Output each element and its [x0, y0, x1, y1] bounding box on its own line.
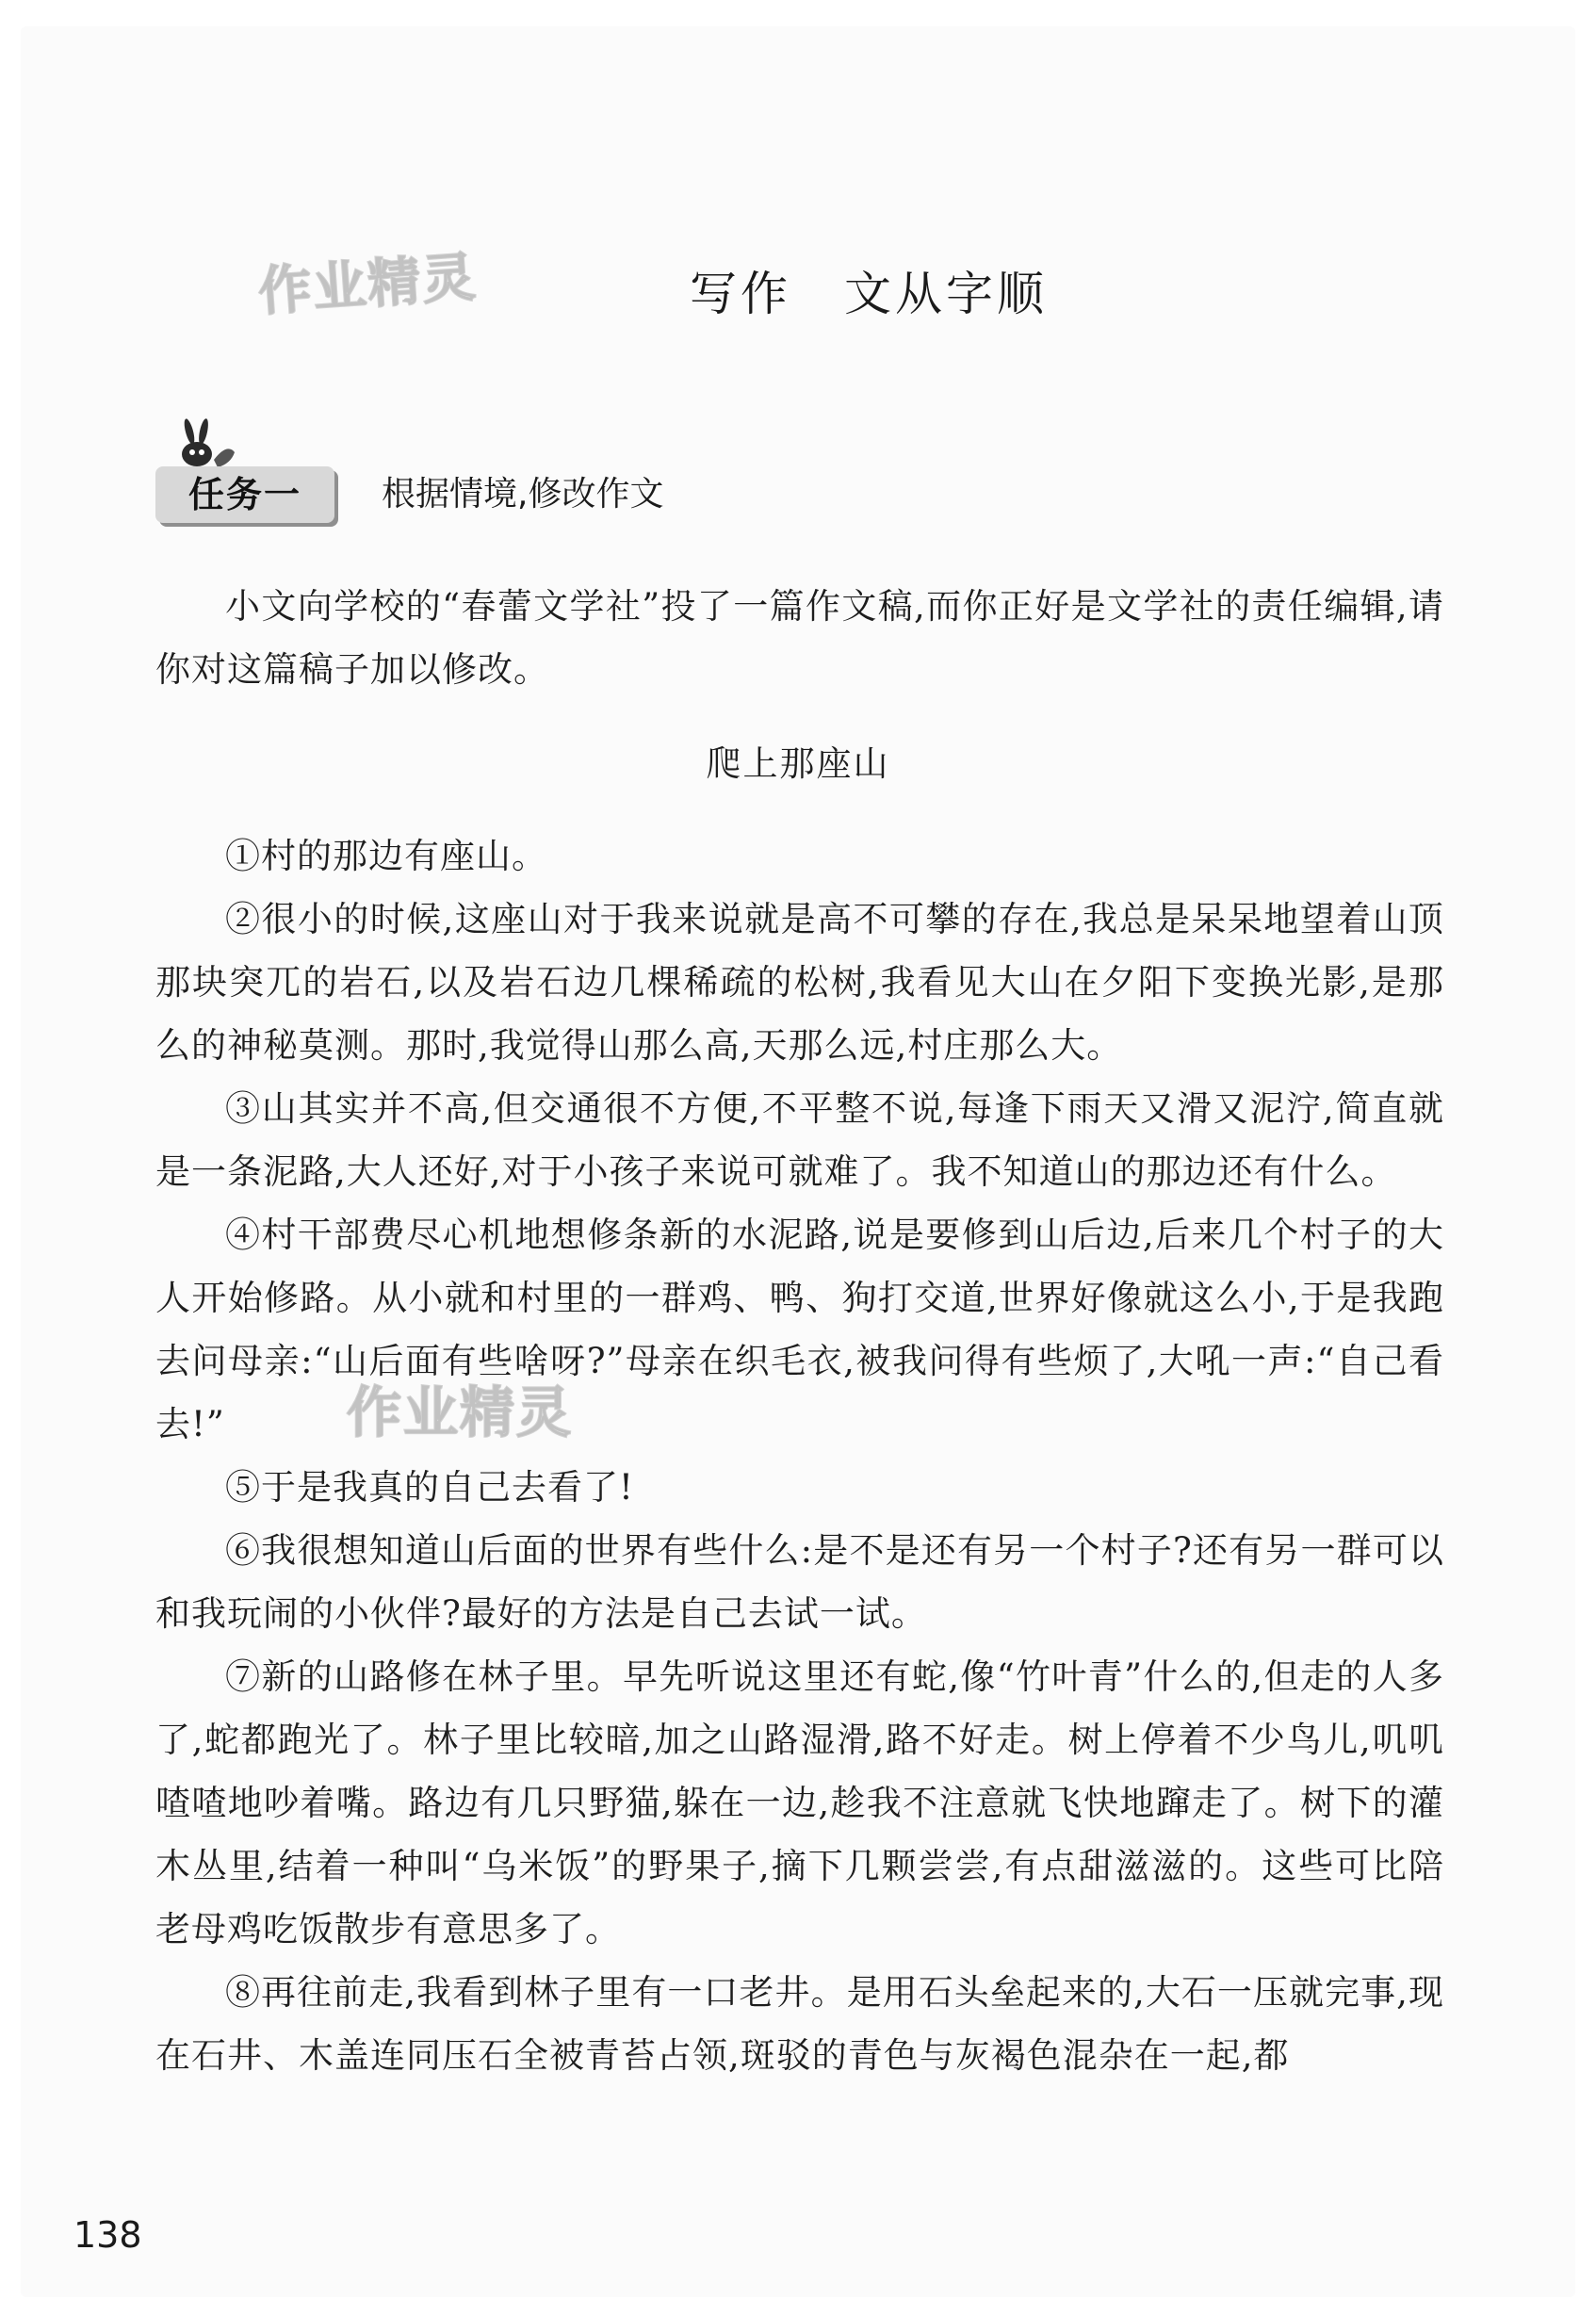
essay-paragraph-8: ⑧再往前走,我看到林子里有一口老井。是用石头垒起来的,大石一压就完事,现在石井、木盖连同压石全被青苔占领,斑驳的青色与灰褐色混杂在一起,都 [155, 1972, 1444, 2076]
intro-paragraph: 小文向学校的“春蕾文学社”投了一篇作文稿,而你正好是文学社的责任编辑,请你对这篇稿子加以修改。 [155, 586, 1444, 690]
task-title: 根据情境,修改作文 [382, 475, 664, 514]
essay-paragraph-1: ①村的那边有座山。 [225, 836, 547, 876]
essay-body [155, 824, 1444, 2087]
essay-paragraph-4: ④村干部费尽心机地想修条新的水泥路,说是要修到山后边,后来几个村子的大人开始修路。从小就和村里的一群鸡、鸭、狗打交道,世界好像就这么小,于是我跑去问母亲:“山后面有些啥呀?”母亲在织毛衣,被我问得有些烦了,大吼一声:“自己看去!” [155, 1215, 1444, 1444]
page-number: 138 [73, 2214, 142, 2256]
essay-paragraph-2: ②很小的时候,这座山对于我来说就是高不可攀的存在,我总是呆呆地望着山顶那块突兀的岩石,以及岩石边几棵稀疏的松树,我看见大山在夕阳下变换光影,是那么的神秘莫测。那时,我觉得山那么高,天那么远,村庄那么大。 [155, 899, 1444, 1066]
page-title [0, 256, 1596, 324]
essay-title: 爬上那座山 [706, 743, 890, 784]
watermark-middle: 作业精灵 [347, 1380, 574, 1444]
page-title-part1: 写作 [690, 267, 791, 321]
essay-paragraph-6: ⑥我很想知道山后面的世界有些什么:是不是还有另一个村子?还有另一群可以和我玩闹的小伙伴?最好的方法是自己去试一试。 [155, 1530, 1444, 1634]
task-header [155, 415, 1003, 528]
page-title-part2: 文从字顺 [844, 267, 1048, 321]
essay-paragraph-7: ⑦新的山路修在林子里。早先听说这里还有蛇,像“竹叶青”什么的,但走的人多了,蛇都跑光了。林子里比较暗,加之山路湿滑,路不好走。树上停着不少鸟儿,叽叽喳喳地吵着嘴。路边有几只野猫,躲在一边,趁我不注意就飞快地蹿走了。树下的灌木丛里,结着一种叫“乌米饭”的野果子,摘下几颗尝尝,有点甜滋滋的。这些可比陪老母鸡吃饭散步有意思多了。 [155, 1656, 1444, 1949]
watermark-top: 作业精灵 [256, 246, 480, 324]
task-badge: 任务一 [155, 466, 334, 523]
essay-paragraph-5: ⑤于是我真的自己去看了! [225, 1467, 634, 1508]
rabbit-mascot-icon [169, 415, 244, 471]
essay-paragraph-3: ③山其实并不高,但交通很不方便,不平整不说,每逢下雨天又滑又泥泞,简直就是一条泥路,大人还好,对于小孩子来说可就难了。我不知道山的那边还有什么。 [155, 1088, 1444, 1192]
